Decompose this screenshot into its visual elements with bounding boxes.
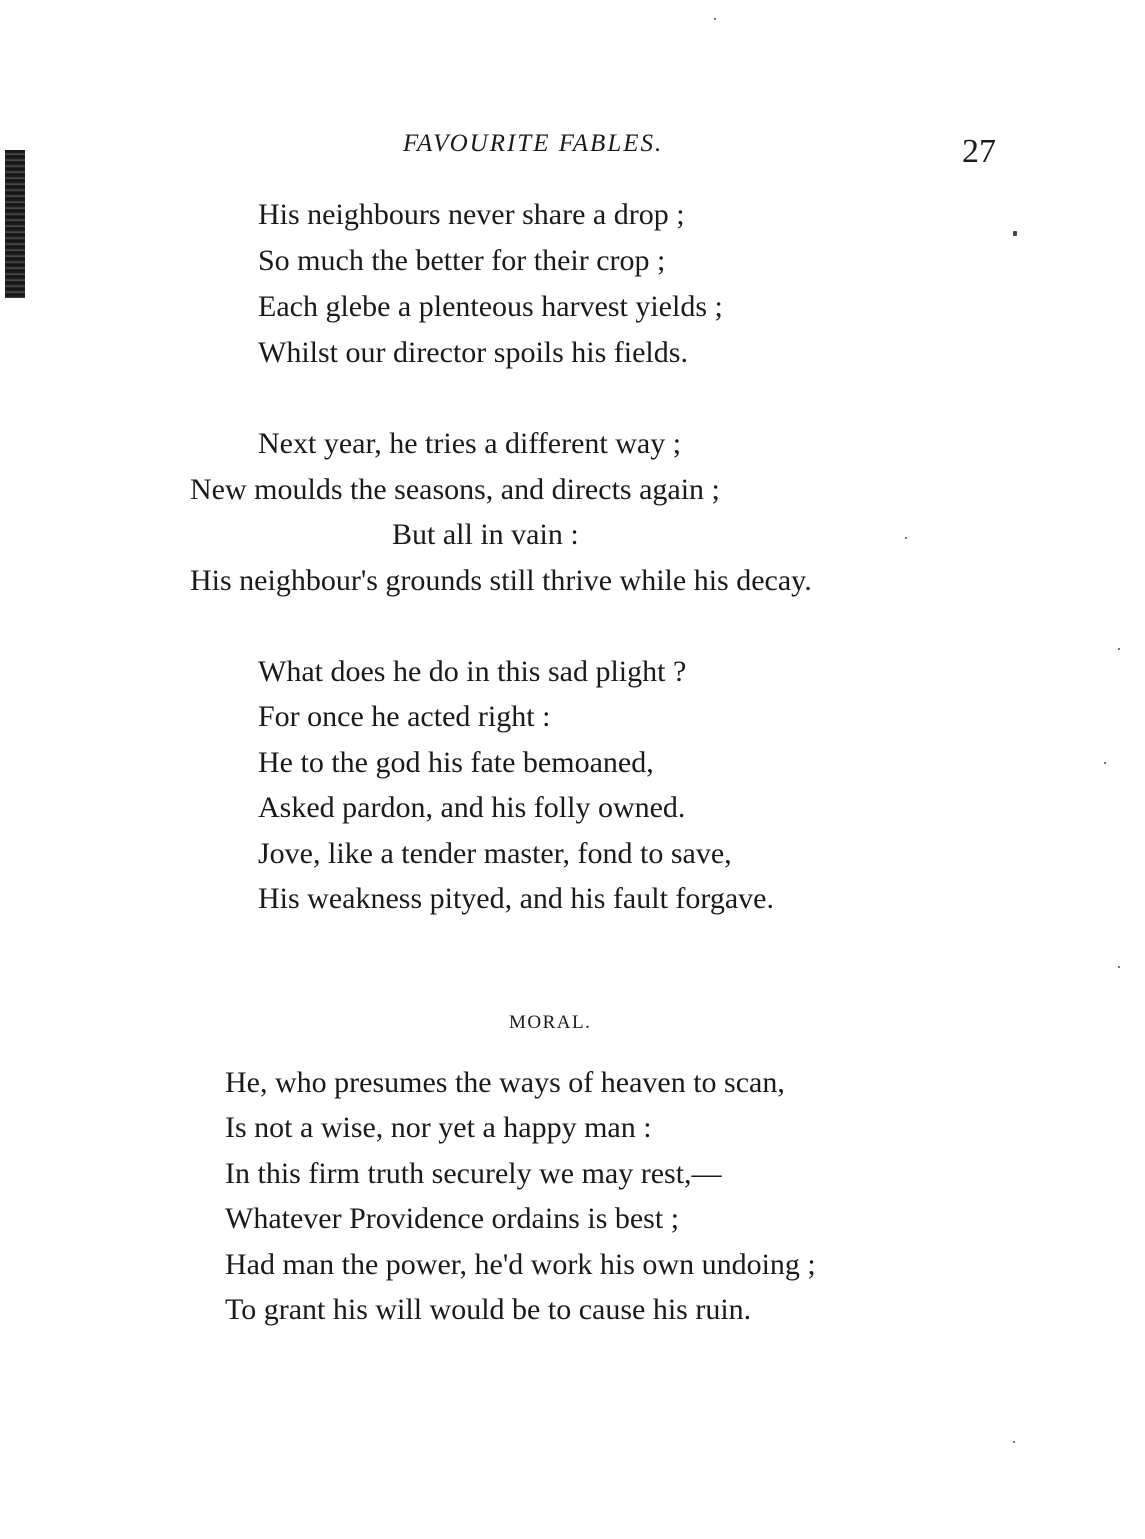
page-number: 27 bbox=[962, 133, 996, 170]
verse-line: New moulds the seasons, and directs again ; bbox=[190, 473, 720, 506]
paper-speck bbox=[1013, 231, 1017, 236]
paper-speck bbox=[1118, 966, 1120, 968]
paper-speck bbox=[905, 537, 907, 539]
verse-line: Jove, like a tender master, fond to save, bbox=[258, 837, 732, 870]
verse-line: So much the better for their crop ; bbox=[258, 244, 666, 277]
verse-line: Asked pardon, and his folly owned. bbox=[258, 791, 686, 824]
moral-line: Is not a wise, nor yet a happy man : bbox=[225, 1111, 652, 1144]
verse-line: His weakness pityed, and his fault forgave. bbox=[258, 882, 774, 915]
verse-line: Each glebe a plenteous harvest yields ; bbox=[258, 290, 723, 323]
verse-line: Whilst our director spoils his fields. bbox=[258, 336, 688, 369]
binding-edge-shadow bbox=[5, 150, 25, 298]
moral-line: He, who presumes the ways of heaven to scan, bbox=[225, 1066, 785, 1099]
moral-line: To grant his will would be to cause his ruin. bbox=[225, 1293, 752, 1326]
moral-heading: MORAL. bbox=[509, 1012, 592, 1033]
paper-speck bbox=[714, 18, 716, 20]
verse-line: But all in vain : bbox=[392, 518, 579, 551]
verse-line: His neighbours never share a drop ; bbox=[258, 198, 685, 231]
verse-line: He to the god his fate bemoaned, bbox=[258, 746, 654, 779]
moral-line: In this firm truth securely we may rest,— bbox=[225, 1157, 722, 1190]
verse-line: For once he acted right : bbox=[258, 700, 551, 733]
paper-speck bbox=[1104, 762, 1106, 764]
running-title: FAVOURITE FABLES. bbox=[403, 130, 664, 157]
moral-line: Had man the power, he'd work his own undoing ; bbox=[225, 1248, 816, 1281]
verse-line: Next year, he tries a different way ; bbox=[258, 427, 682, 460]
paper-speck bbox=[1118, 648, 1120, 650]
verse-line: What does he do in this sad plight ? bbox=[258, 655, 687, 688]
moral-line: Whatever Providence ordains is best ; bbox=[225, 1202, 680, 1235]
paper-speck bbox=[1013, 1441, 1015, 1443]
verse-line: His neighbour's grounds still thrive while his decay. bbox=[190, 564, 812, 597]
